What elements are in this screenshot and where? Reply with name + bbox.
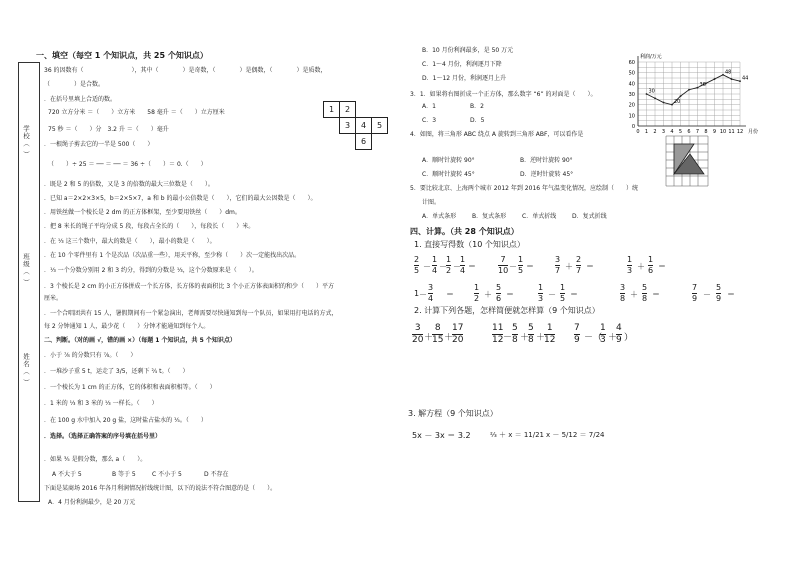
q-line: ．3 个棱长是 2 cm 的小正方体拼成一个长方体，长方体的表面积比 3 个小正方体表面积的和少（ ）平方 [44,283,335,290]
q-line: ．既是 2 和 5 的倍数，又是 3 的倍数的最大三位数是（ ）。 [44,181,214,188]
y-tick-label: 60 [628,60,635,66]
data-point [663,102,665,104]
cube-face: 4 [355,117,372,134]
fraction: 1 2 [446,255,452,275]
subsection-direct: 1. 直接写得数（10 个知识点） [414,240,525,249]
operator: －（ [584,333,603,343]
q-line: ．把 8 米长的绳子平均分成 5 段，每段占全长的（ ），每段长（ ）米。 [44,223,255,230]
operator: ＝ [446,290,454,299]
data-point [654,97,656,99]
choice-q5: 5．要比较北京、上海两个城市 2012 年到 2016 年气温变化情况，应绘制（ ）统 [410,185,638,192]
section1-title: 一、填空（每空 1 个知识点，共 25 个知识点） [36,51,208,60]
operator: ＋ [536,333,546,343]
class-field: 班级（ ） [22,253,30,287]
operator: ＋ [608,333,618,343]
choice-opt: B 等于 5 [112,471,136,478]
subsection-simplify: 2. 计算下列各题，怎样简便就怎样算（9 个知识点） [414,306,600,315]
fraction: 1 6 [648,255,654,275]
operator: － [509,262,517,271]
fraction: 1 4 [460,255,466,275]
choice-opt: D．逆时针旋转 45° [520,171,574,178]
fraction: 1 5 [560,283,566,303]
x-tick-label: 3 [661,129,666,135]
choice-opt: C．单式折线 [522,213,557,220]
operator: ＝ [652,290,660,299]
operator: － [548,290,556,299]
operator: ＝ [586,262,594,271]
x-tick-label: 2 [653,129,657,135]
data-label: 48 [725,69,732,76]
fraction: 3 4 [428,283,434,303]
y-tick-label: 20 [628,102,635,109]
x-tick-label: 12 [736,129,744,135]
choice-opt: A．1 [422,103,436,110]
data-point [722,74,724,76]
operator: ＝ [468,262,476,271]
q-line: 75 秒 ＝（ ）分 3.2 升 ＝（ ）毫升 [48,126,169,133]
q-line: ．用铁丝做一个棱长是 2 dm 的正方体框架，至少要用铁丝（ ）dm。 [44,209,241,216]
q-line: ．在 10 个零件里有 1 个是次品（次品重一些），用天平称，至少称（ ）次一定能找出次品。 [44,252,301,259]
choice-opt: A 不大于 5 [52,471,82,478]
fraction: 11 12 [492,323,504,345]
fraction: 1 12 [544,323,556,345]
choice-opt: A．顺时针旋转 90° [422,157,475,164]
q-line: ．一根绳子剪去它的一半是 500（ ） [44,141,154,148]
data-label: 20 [674,99,681,106]
fraction: 7 9 [692,283,698,303]
operator: ＝ [658,262,666,271]
q-line: （ ）是合数。 [44,81,105,88]
choice-opt: D 不存在 [204,471,229,478]
fraction: 4 9 [616,323,622,345]
operator: ＋ [484,290,492,299]
operator: ＝ [506,290,514,299]
equation: 5x － 3x ＝ 3.2 [412,431,471,440]
x-tick-label: 5 [678,129,683,135]
judge-item: ．一个棱长为 1 cm 的正方体，它的体积和表面积相等。（ ） [44,384,216,391]
x-tick-label: 8 [704,129,708,135]
cube-face: 2 [339,101,356,118]
operator: ＋ [565,262,573,271]
choice-opt: B．2 [470,103,484,110]
operator: ＋ [637,262,645,271]
x-axis-label: 月份 [748,129,759,135]
equation: ⅔ ＋ x ＝ 11/21 [490,431,545,439]
triangle-rotation-figure [664,134,710,188]
equation: x － 5/12 ＝ 7/24 [546,431,605,439]
x-tick-label: 4 [670,129,674,135]
series-line [647,75,741,105]
choice-opt: A．4 月份利润最少，是 20 万元 [48,499,136,506]
fraction: 1 3 [538,283,544,303]
cube-face: 5 [371,117,388,134]
choice-opt: B．复式条形 [472,213,507,220]
q-line: ．一个合唱团共有 15 人，暑假期间有一个紧急演出，老师需要尽快通知到每一个队员，如果用打电话的方式， [44,310,338,317]
binding-strip [18,62,40,502]
data-point [714,78,716,80]
fraction: 1 2 [474,283,480,303]
data-label: 44 [742,75,749,82]
data-label: 36 [699,82,706,89]
judge-item: ．小于 ⅞ 的分数只有 ⅞。（ ） [44,352,137,359]
fraction: 5 9 [716,283,722,303]
y-tick-label: 30 [628,92,635,98]
q-line: ．已知 a＝2×2×3×5，b＝2×5×7，a 和 b 的最小公倍数是（ ），它们的最大公因数是（ ）。 [44,195,317,202]
operator: － [419,290,427,299]
fraction: 1 3 [600,323,606,345]
fraction: 1 5 [518,255,524,275]
y-tick-label: 40 [628,81,635,88]
fraction: 3 7 [555,255,561,275]
x-tick-label: 6 [687,129,691,135]
cube-face: 6 [355,133,372,150]
choice-opt: C 不小于 5 [152,471,182,478]
q-line: （ ）÷ 25 ＝ ── ＝ ── ＝ 36 ÷（ ）＝ 0.（ ） [48,161,207,168]
q-line: ．在括号里填上合适的数。 [44,96,117,103]
fraction: 7 9 [574,323,580,345]
operator: － [703,290,711,299]
choice-opt: B．10 月份利润最多，是 50 万元 [422,47,514,54]
operator: ＝ [727,290,735,299]
data-point [739,80,741,82]
section4-title: 四、计算。（共 28 个知识点） [410,227,519,236]
q-line: ．⅓ 一个分数分别用 2 和 3 约分，得到的分数是 ⅓，这个分数原来是（ ）。 [44,267,258,274]
x-tick-label: 0 [636,129,640,135]
choice-q2: 下面是某商场 2016 年各月利润情况折线统计图，以下的说法不符合图意的是（ ）。 [44,485,277,492]
y-tick-label: 10 [628,113,635,120]
data-label: 30 [648,88,655,95]
operator: － [453,262,461,271]
name-field: 姓名（ ） [22,353,30,387]
choice-q5b: 计图。 [422,199,441,206]
operator: ＋ [630,290,638,299]
x-tick-label: 10 [719,129,727,135]
cube-face: 1 [323,101,340,118]
y-tick-label: 50 [628,70,635,77]
fraction: 5 8 [512,323,518,345]
data-point [671,104,673,106]
operator: ＝ [526,262,534,271]
number: 1 [414,289,420,298]
choice-opt: A．单式条形 [422,213,457,220]
y-tick-label: 0 [631,124,635,130]
choice-opt: B．逆时针旋转 90° [520,157,573,164]
operator: ＋ [424,333,434,343]
choice-opt: C．顺时针旋转 45° [422,171,475,178]
fraction: 1 4 [432,255,438,275]
profit-line-chart [622,52,772,142]
fraction: 7 10 [498,255,509,275]
operator: － [423,262,431,271]
operator: ＋ [520,333,530,343]
operator: － [503,333,513,343]
judge-item: ．一堆沙子重 5 t，运走了 3/5，还剩下 ⅖ t。（ ） [44,368,189,375]
choice-opt: D．复式折线 [572,213,607,220]
section3-title: ．选择。（选择正确答案的序号填在括号里） [44,433,162,440]
fraction: 1 3 [627,255,633,275]
operator: － [439,262,447,271]
school-field: 学校（ ） [22,125,30,159]
cube-face: 3 [339,117,356,134]
x-tick-label: 7 [695,129,700,135]
data-point [688,89,690,91]
operator: ） [624,333,634,343]
data-point [731,78,733,80]
q-line: 36 的因数有（ ），其中（ ）是奇数，（ ）是偶数，（ ）是质数， [44,67,327,74]
q-line: 720 立方分米 ＝（ ）立方米 58 毫升 ＝（ ）立方厘米 [48,109,225,116]
choice-opt: D．5 [470,117,485,124]
fraction: 2 5 [414,255,420,275]
data-point [646,93,648,95]
q-line: ．在 ⅓ 这三个数中，最大的数是（ ），最小的数是（ ）。 [44,238,216,245]
choice-q1: ．如果 ⅗ 是假分数，那么 a（ ）。 [44,456,147,463]
judge-item: ．在 100 g 水中加入 20 g 盐，这时盐占盐水的 ⅕。（ ） [44,417,207,424]
fraction: 5 8 [528,323,534,345]
choice-q4: 4．如图，将三角形 ABC 绕点 A 旋转到三角形 ABF，可以看作是 [410,131,584,138]
fraction: 2 7 [576,255,582,275]
x-tick-label: 9 [712,129,717,135]
x-tick-label: 1 [644,129,649,135]
judge-item: ．1 米的 ⅓ 和 3 米的 ⅓ 一样长。（ ） [44,400,158,407]
choice-opt: C．1～4 月份，利润逐月下降 [422,61,502,68]
data-point [680,95,682,97]
fraction: 3 20 [412,323,424,345]
choice-opt: C．3 [422,117,437,124]
choice-q3: 3．1．如果将右图折成一个正方体，那么数字 “6” 的对面是（ ）。 [410,91,597,98]
fraction: 17 20 [452,323,464,345]
x-tick-label: 11 [728,129,735,135]
y-axis-label: 利润/万元 [640,54,662,60]
choice-opt: D．1～12 月份，利润逐月上升 [422,75,506,82]
fraction: 5 8 [642,283,648,303]
operator: ＝ [570,290,578,299]
data-point [697,87,699,89]
fraction: 3 8 [620,283,626,303]
fraction: 5 6 [496,283,502,303]
q-line: 每 2 分钟通知 1 人，最少花（ ）分钟才能通知到每个人。 [44,323,210,330]
subsection-equations: 3. 解方程（9 个知识点） [408,409,498,418]
fraction: 8 15 [432,323,444,345]
operator: ＋ [444,333,454,343]
section2-title: 二、判断。（对的画 √，错的画 ×）（每题 1 个知识点，共 5 个知识点） [44,337,236,344]
q-line: 厘米。 [44,295,63,302]
